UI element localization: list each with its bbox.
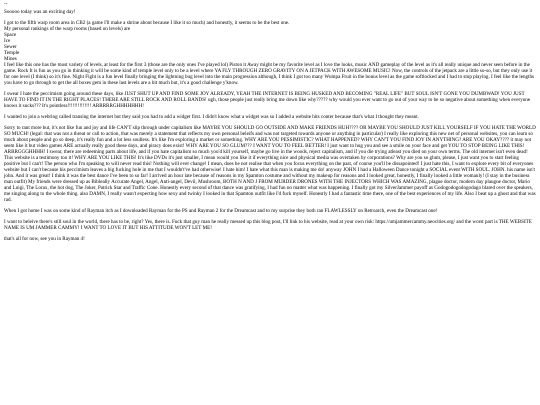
long-rant-and-dance: Sorry to rant more but, it's not like fun and joy and life CAN'T slip through under capitalism like MAYBE YOU SHOULD GO OUTSIDE AND MAKE FRIENDS HUH???? OR MAYBE YOU SHOULD JUST KILL YOURSELF IF YOU HATE THE WORLD SO MUCH! (legal: that was not a threat or call to action, that was merely a statement that reflects my own personal beleifs and was not targeted towards anyone or anything in particular) I really like exploring this new net of personal websites, you can learn so much about people and go so deep, it's really fun and a lot less soulless. It's like I'm exploring a market or something. WHY ARE YOU PESSIMISTIC? WHAT HAPPENED? WHY CAN'T YOU FIND JOY IN ANYTHING? ARE YOU OKAY???? it may not seem like it but video games ARE actually really good these days, and piracy does exist! WHY ARE YOU SO GLUM??? I WANT YOU TO FEEL BETTER! I just want to hug you and see a smile on your face and get YOU TO STOP BEING LIKE THIS! ARRRGGGHHHH! I swear, there are redeeming parts about life, and if you hate capitalism so much you'd kill yourself, maybe go live in the woods, reject capitalism, and if you die trying atleast you died on your own terms. The old internet isn't even dead! This website is a testimony too it! WHY ARE YOU LIKE THIS! It's like DVDs it's just smaller, I mean would you like it if everything nice and physical media was overtaken by corporations? Why are you so glum, please, I just want you to start feeling positive but I can't! The person who I'm speaking to will never read this! Nothing will ever change! I mean, does he not realise that when you focus everything on the past, of course you'll be dissapointed! I just hate this, I want to explore every bit of everyones website but I can't because his peccimism leaves a big fucking hole in me that I wouldn't've had otherwise! I hate him! I hate what this man is making me do! anyway JOHN I had a Halloween Dance tonight a SOCIAL event WITH SOUL. JOHN. his name isn't john. And it was great! I think it was the best dance I've been to so far! I arrived an hour late because of reasons in my Spamton costume and without my makeup for reasons and I looked great, honestly, I finally looked a little womanly! (I stay in the business man outfit) My friends were dressed up as Bibleally Accurate Angel, Angel, Anti-angel, Devil, Mushroom, BOTH N AND J FROM MURDER DRONES WITH THE INJECTORS WHICH WAS AMAZING, plague doctor, modern day plaugue doctor, Mario and Luigi, The Lorax, the hot dog, The Joker, Patrick Star and Traffic Cone. Honestly every second of that dance was gratifying, I had fun no matter what was happening. I finally got my SilverJammer payoff as Godogodogodogodago blared over the speakers, me singing along to the whole thing. also DAMN, I really wasn't expecting how sexy and twinky I looked in that Spamton outfit like I'd fuck myself. Honestly I had a fantastic time there, one of the best experiences of my life. Also I beat up a ghost and that was rad.	[4, 125, 536, 203]
rankings-list	[4, 26, 536, 62]
ranking-item: Space	[4, 32, 17, 38]
warp-room-section	[4, 20, 536, 86]
level-review-text: I feel like this one has the most variety of levels, at least for the first 3 (those are the only ones I've played lol) Piston it Away might be my favorite level as I love the looks, music AND gameplay of the level as it's all really unique and never seen before in the game. Rock It is fun as you go in thinking it will be some kind of temple level only to be a level where YA FLY THROUGH ZERO GRAVITY ON A JETPACK WITH AWESOME MUSIC! Now, the controls of the jetpack are a little so-so, but they only use it for one level (I think) so it's fine. Night Fight is a fun level finally bringing the lightning bug level into the main progression although, I think I got too many Wumpa Fruit in the bonus level as the game softlocked and I had to stop playing. I feel like the lengths you have to go through to get the all boxes gem in these last levels are a bit much but, it's a good challenge y'know.	[4, 62, 534, 86]
ranking-item: Temple	[4, 50, 20, 56]
rayman-note: When I got home I was on some kind of Rayman itch as I downloaded Rayman for the PS and Rayman 2 for the Dreamcast and to my surprise they both ran FLAWLESSLY on Retroarch, even the Dreamcast one!	[4, 208, 438, 214]
ranking-item: Mines	[4, 56, 17, 62]
page-container	[4, 1, 536, 242]
intro-line: Sooooo today was an exciting day!	[4, 9, 76, 15]
sign-off: that's all for now, see you in Rayman 4!	[4, 236, 85, 242]
webring-note: I wanted to join a webring called transing the internet but they said you had to add a widget first. I didn't know what a widget was so I added a website hits conter because that's what I thought they meant.	[4, 114, 419, 120]
ranking-item: Ice	[4, 38, 11, 44]
ranking-item: Sewer	[4, 44, 17, 50]
pessimism-rant: I swear I hate the peccimism going around these days, like JUST SHUT UP AND FIND SOME JOY ALREADY, YEAH THE INTERNET IS BEING HUSKED AND BECOMING "REAL LIFE" BUT SOUL ISN'T GONE YOU DUMBWAD! YOU JUST HAVE TO FIND IT IN THE RIGHT PLACES! THERE ARE STILL ROCK AND ROLL BANDS! ugh, those people just really bring me down like why????? why would you ever want to go out of your way to be so negative about something when everyone knows it sucks??? It's pointless!!!!!!!!!!!!!! ARRRRRGHHHHHHH!	[4, 91, 531, 109]
rankings-heading: My personal rankings of the warp rooms (based on levels) are	[4, 26, 131, 32]
warp-room-intro: I got to the fifth warp room area in CB2 (a game I'll make a shrine about because I like it so much) and honestly, it seems to be the best one.	[4, 20, 290, 26]
soul-paragraph: I want to beleive there's still soul in the world, there has to be, right? Yes, there is. Fuck that guy man he really messed up this blog post, I'll link to his website, read at your own risk: https://umjammercammy.neocities.org/ and the worst part is THE WEBSITE NAME IS UM JAMMER CAMMY! I WANT TO LOVE IT BUT HIS ATTITUDE WON'T LET ME!	[4, 219, 532, 231]
top-mark: --	[4, 1, 8, 7]
